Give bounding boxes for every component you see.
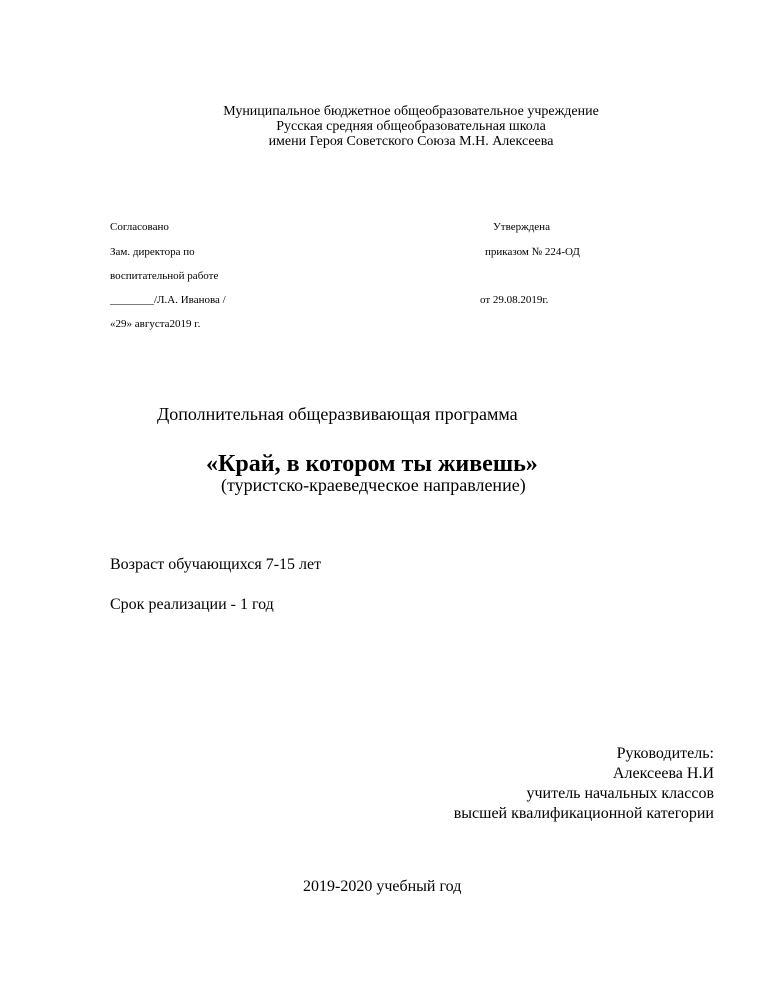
program-direction: (туристско-краеведческое направление) (221, 475, 526, 495)
school-header (0, 104, 768, 149)
approval-left-date: «29» августа2019 г. (110, 318, 201, 330)
program-name: «Край, в котором ты живешь» (206, 451, 538, 477)
program-author (454, 744, 714, 824)
school-header-line-2: Русская средняя общеобразовательная школа (276, 119, 546, 134)
program-type: Дополнительная общеразвивающая программа (157, 404, 518, 424)
students-age: Возраст обучающихся 7-15 лет (110, 556, 322, 573)
approval-left-signature: ________/Л.А. Иванова / (110, 294, 226, 306)
school-header-line-3: имени Героя Советского Союза М.Н. Алексеева (268, 134, 554, 149)
implementation-term: Срок реализации - 1 год (110, 596, 274, 613)
author-role: Руководитель: (616, 745, 714, 762)
author-name: Алексеева Н.И (612, 765, 714, 782)
author-category: высшей квалификационной категории (453, 805, 714, 822)
approval-left-title: Согласовано (110, 221, 169, 233)
approval-left-department: воспитательной работе (110, 270, 219, 282)
school-header-line-1: Муниципальное бюджетное общеобразовательное учреждение (223, 104, 599, 119)
approval-left-position: Зам. директора по (110, 246, 195, 258)
approval-right-order: приказом № 224-ОД (485, 246, 580, 258)
approval-right-title: Утверждена (493, 221, 550, 233)
academic-year: 2019-2020 учебный год (303, 878, 462, 895)
author-position: учитель начальных классов (526, 785, 714, 802)
approval-right-date: от 29.08.2019г. (480, 294, 549, 306)
